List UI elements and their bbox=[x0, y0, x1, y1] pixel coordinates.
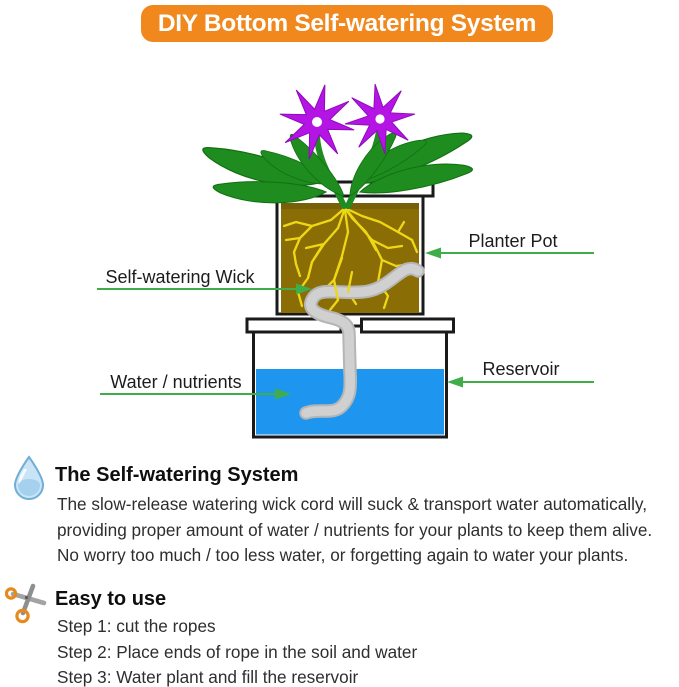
step-3: Step 3: Water plant and fill the reservoir bbox=[57, 667, 359, 687]
flower-center bbox=[375, 114, 384, 123]
section-body-system bbox=[57, 492, 652, 569]
section-body-easy bbox=[57, 614, 417, 687]
section-heading-system: The Self-watering System bbox=[55, 464, 299, 486]
arrow-left-icon bbox=[425, 248, 441, 259]
wick-label: Self-watering Wick bbox=[105, 267, 255, 287]
water-label: Water / nutrients bbox=[110, 372, 242, 392]
step-2: Step 2: Place ends of rope in the soil and water bbox=[57, 641, 418, 662]
section-heading-easy: Easy to use bbox=[55, 588, 167, 610]
reservoir-lid-right bbox=[362, 319, 454, 332]
system-line-2: providing proper amount of water / nutrients for your plants to keep them alive. bbox=[57, 519, 653, 540]
flower-center bbox=[312, 117, 322, 127]
system-line-3: No worry too much / too less water, or forgetting again to water your plants. bbox=[57, 545, 629, 566]
title-banner bbox=[141, 5, 553, 42]
step-1: Step 1: cut the ropes bbox=[57, 616, 216, 636]
reservoir-callout bbox=[447, 359, 594, 388]
system-line-1: The slow-release watering wick cord will suck & transport water automatically, bbox=[57, 494, 647, 514]
scissors-icon bbox=[5, 583, 47, 625]
reservoir-label: Reservoir bbox=[482, 359, 560, 379]
water-drop-icon bbox=[10, 455, 48, 501]
planter-pot-label: Planter Pot bbox=[468, 231, 558, 251]
planter-pot-callout bbox=[425, 231, 594, 259]
page-title: DIY Bottom Self-watering System bbox=[157, 9, 537, 37]
arrow-left-icon bbox=[447, 377, 463, 388]
